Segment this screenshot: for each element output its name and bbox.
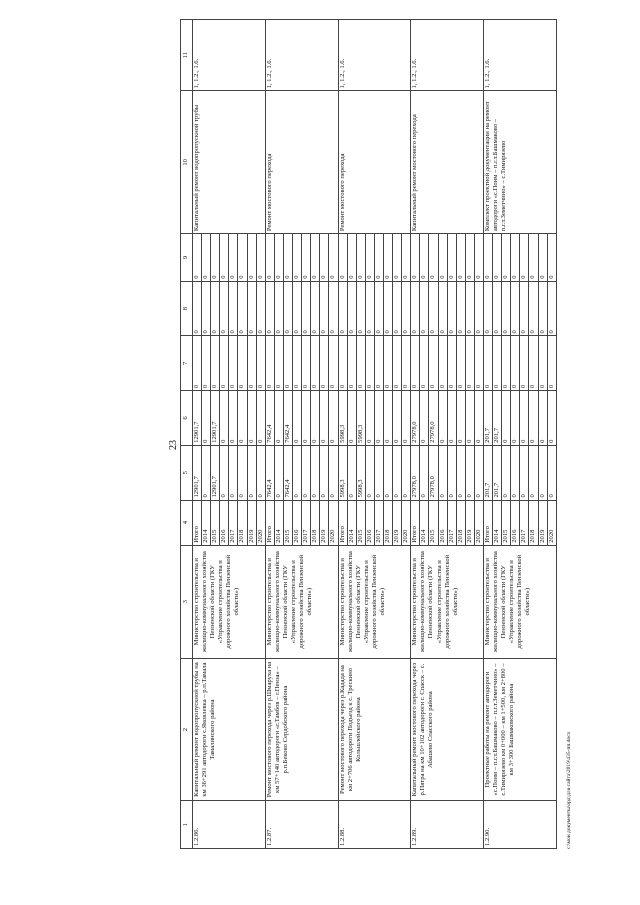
item-name: Ремонт мостового перехода через р.Кадада на км 2+706 автодороги Подъезд к с. Трескино Кольшлейского района <box>338 658 411 801</box>
value-cell: 0 <box>329 281 338 336</box>
header-cell: 6 <box>181 391 193 446</box>
indicator-ref: 1, 1.2., 1.6. <box>484 20 557 91</box>
value-cell: 0 <box>438 281 447 336</box>
value-cell: 0 <box>274 336 283 391</box>
value-cell: 0 <box>220 391 229 446</box>
value-cell: 0 <box>365 391 374 446</box>
year-cell: 2014 <box>347 500 356 545</box>
value-cell: 0 <box>393 234 402 282</box>
value-cell: 7642,4 <box>265 391 274 446</box>
value-cell: 0 <box>338 234 347 282</box>
value-cell: 0 <box>374 391 383 446</box>
value-cell: 0 <box>320 391 329 446</box>
year-cell: Итого <box>265 500 274 545</box>
value-cell: 0 <box>302 234 311 282</box>
item-number: 1.2.89. <box>411 801 484 849</box>
year-cell: 2018 <box>456 500 465 545</box>
header-cell: 7 <box>181 336 193 391</box>
value-cell: 0 <box>547 281 556 336</box>
value-cell: 0 <box>465 445 474 500</box>
value-cell: 0 <box>383 391 392 446</box>
value-cell: 5998,3 <box>338 445 347 500</box>
value-cell: 0 <box>311 336 320 391</box>
value-cell: 0 <box>529 391 538 446</box>
table-row <box>265 20 274 849</box>
value-cell: 7642,4 <box>283 391 292 446</box>
year-cell: 2018 <box>311 500 320 545</box>
value-cell: 0 <box>393 336 402 391</box>
table-row <box>193 20 202 849</box>
value-cell: 0 <box>383 445 392 500</box>
value-cell: 0 <box>484 281 493 336</box>
value-cell: 5998,3 <box>356 391 365 446</box>
value-cell: 0 <box>429 336 438 391</box>
value-cell: 7642,4 <box>265 445 274 500</box>
indicator-ref: 1, 1.2., 1.6. <box>411 20 484 91</box>
value-cell: 0 <box>338 281 347 336</box>
value-cell: 0 <box>465 234 474 282</box>
value-cell: 0 <box>447 281 456 336</box>
value-cell: 0 <box>283 336 292 391</box>
value-cell: 0 <box>484 336 493 391</box>
value-cell: 0 <box>529 234 538 282</box>
item-name: Капитальный ремонт мостового перехода через р.Пятра на км 10+102 автодороги г. Спасск – с. Абашево Спасского района <box>411 658 484 801</box>
value-cell: 0 <box>365 281 374 336</box>
value-cell: 0 <box>347 445 356 500</box>
value-cell: 0 <box>402 281 411 336</box>
value-cell: 0 <box>402 445 411 500</box>
value-cell: 0 <box>365 336 374 391</box>
value-cell: 0 <box>383 234 392 282</box>
value-cell: 0 <box>502 391 511 446</box>
value-cell: 0 <box>274 391 283 446</box>
value-cell: 0 <box>274 234 283 282</box>
year-cell: 2014 <box>202 500 211 545</box>
value-cell: 0 <box>220 445 229 500</box>
value-cell: 0 <box>493 234 502 282</box>
value-cell: 0 <box>311 281 320 336</box>
year-cell: Итого <box>484 500 493 545</box>
executor: Министерство строительства и жилищно-коммунального хозяйства Пензенской области (ГКУ «Управление строительства и дорожного хозяйства Пензенской области») <box>338 545 411 658</box>
value-cell: 0 <box>393 445 402 500</box>
value-cell: 0 <box>538 391 547 446</box>
value-cell: 27978,0 <box>411 391 420 446</box>
value-cell: 0 <box>302 445 311 500</box>
value-cell: 0 <box>211 234 220 282</box>
value-cell: 0 <box>193 234 202 282</box>
value-cell: 0 <box>402 336 411 391</box>
value-cell: 0 <box>347 281 356 336</box>
year-cell: Итого <box>338 500 347 545</box>
header-row <box>181 20 193 849</box>
value-cell: 0 <box>311 234 320 282</box>
value-cell: 0 <box>220 234 229 282</box>
value-cell: 201,7 <box>484 445 493 500</box>
header-cell: 3 <box>181 545 193 658</box>
value-cell: 5998,3 <box>356 445 365 500</box>
value-cell: 0 <box>229 445 238 500</box>
value-cell: 0 <box>502 234 511 282</box>
item-name: Капитальный ремонт водопропускной трубы на км 36+291 автодороги с.Яковлевка – р.п.Тамала Тамалинского района <box>193 658 266 801</box>
value-cell: 0 <box>320 445 329 500</box>
value-cell: 0 <box>374 336 383 391</box>
value-cell: 0 <box>247 281 256 336</box>
value-cell: 0 <box>420 336 429 391</box>
item-number: 1.2.87. <box>265 801 338 849</box>
item-number: 1.2.88. <box>338 801 411 849</box>
value-cell: 0 <box>256 391 265 446</box>
header-cell: 9 <box>181 234 193 282</box>
year-cell: 2017 <box>447 500 456 545</box>
result-description: Комплект проектной документации на ремонт автодороги «с.Поим – п.г.т.Башмаково – п.г.т.Земетчино» – с.Тимирязево <box>484 91 557 234</box>
value-cell: 0 <box>429 281 438 336</box>
value-cell: 0 <box>311 391 320 446</box>
result-description: Капитальный ремонт мостового перехода <box>411 91 484 234</box>
value-cell: 0 <box>274 281 283 336</box>
header-cell: 4 <box>181 500 193 545</box>
table-row <box>411 20 420 849</box>
result-description: Ремонт мостового перехода <box>265 91 338 234</box>
value-cell: 0 <box>520 234 529 282</box>
value-cell: 0 <box>265 234 274 282</box>
value-cell: 0 <box>202 281 211 336</box>
year-cell: 2014 <box>420 500 429 545</box>
value-cell: 0 <box>238 445 247 500</box>
value-cell: 0 <box>474 234 483 282</box>
value-cell: 0 <box>320 234 329 282</box>
value-cell: 7642,4 <box>283 445 292 500</box>
year-cell: Итого <box>411 500 420 545</box>
value-cell: 0 <box>365 234 374 282</box>
value-cell: 0 <box>283 234 292 282</box>
value-cell: 0 <box>220 336 229 391</box>
value-cell: 0 <box>393 391 402 446</box>
value-cell: 0 <box>402 391 411 446</box>
executor: Министерство строительства и жилищно-коммунального хозяйства Пензенской области (ГКУ «Управление строительства и дорожного хозяйства Пензенской области») <box>265 545 338 658</box>
value-cell: 0 <box>265 336 274 391</box>
value-cell: 0 <box>438 336 447 391</box>
value-cell: 0 <box>438 391 447 446</box>
value-cell: 0 <box>229 234 238 282</box>
value-cell: 0 <box>302 336 311 391</box>
year-cell: 2020 <box>474 500 483 545</box>
value-cell: 0 <box>520 281 529 336</box>
year-cell: 2015 <box>283 500 292 545</box>
value-cell: 0 <box>538 234 547 282</box>
year-cell: 2018 <box>238 500 247 545</box>
year-cell: 2014 <box>493 500 502 545</box>
value-cell: 0 <box>247 391 256 446</box>
value-cell: 0 <box>465 336 474 391</box>
value-cell: 0 <box>274 445 283 500</box>
value-cell: 0 <box>438 234 447 282</box>
value-cell: 0 <box>493 281 502 336</box>
value-cell: 0 <box>202 336 211 391</box>
value-cell: 0 <box>502 445 511 500</box>
value-cell: 0 <box>511 281 520 336</box>
value-cell: 0 <box>256 234 265 282</box>
value-cell: 0 <box>511 234 520 282</box>
value-cell: 0 <box>520 336 529 391</box>
table-row <box>338 20 347 849</box>
value-cell: 0 <box>547 234 556 282</box>
value-cell: 0 <box>511 336 520 391</box>
value-cell: 0 <box>329 336 338 391</box>
value-cell: 0 <box>420 445 429 500</box>
header-cell: 2 <box>181 658 193 801</box>
value-cell: 0 <box>202 234 211 282</box>
item-number: 1.2.86. <box>193 801 266 849</box>
year-cell: 2020 <box>547 500 556 545</box>
value-cell: 0 <box>447 234 456 282</box>
year-cell: 2014 <box>274 500 283 545</box>
value-cell: 0 <box>538 281 547 336</box>
year-cell: 2015 <box>211 500 220 545</box>
value-cell: 0 <box>529 281 538 336</box>
value-cell: 0 <box>520 391 529 446</box>
value-cell: 0 <box>238 391 247 446</box>
value-cell: 0 <box>493 336 502 391</box>
value-cell: 0 <box>283 281 292 336</box>
value-cell: 0 <box>193 281 202 336</box>
result-description: Капитальный ремонт водопропускной трубы <box>193 91 266 234</box>
value-cell: 0 <box>374 445 383 500</box>
value-cell: 5998,3 <box>338 391 347 446</box>
value-cell: 0 <box>256 281 265 336</box>
value-cell: 0 <box>193 336 202 391</box>
value-cell: 0 <box>484 234 493 282</box>
value-cell: 12901,7 <box>211 445 220 500</box>
value-cell: 0 <box>229 281 238 336</box>
header-cell: 11 <box>181 20 193 91</box>
result-description: Ремонт мостового перехода <box>338 91 411 234</box>
year-cell: 2018 <box>529 500 538 545</box>
value-cell: 0 <box>547 336 556 391</box>
year-cell: 2015 <box>502 500 511 545</box>
value-cell: 0 <box>238 281 247 336</box>
value-cell: 0 <box>293 281 302 336</box>
value-cell: 0 <box>265 281 274 336</box>
year-cell: 2017 <box>374 500 383 545</box>
year-cell: 2020 <box>256 500 265 545</box>
value-cell: 0 <box>256 445 265 500</box>
value-cell: 0 <box>420 281 429 336</box>
value-cell: 0 <box>474 445 483 500</box>
header-cell: 8 <box>181 281 193 336</box>
value-cell: 0 <box>293 445 302 500</box>
value-cell: 0 <box>447 391 456 446</box>
value-cell: 0 <box>365 445 374 500</box>
year-cell: Итого <box>193 500 202 545</box>
value-cell: 0 <box>320 281 329 336</box>
value-cell: 0 <box>238 336 247 391</box>
value-cell: 0 <box>302 281 311 336</box>
year-cell: 2019 <box>320 500 329 545</box>
value-cell: 0 <box>411 281 420 336</box>
value-cell: 201,7 <box>493 445 502 500</box>
value-cell: 0 <box>456 234 465 282</box>
indicator-ref: 1, 1.2., 1.6. <box>338 20 411 91</box>
year-cell: 2019 <box>465 500 474 545</box>
footer-path: c:\мои документы\орд\для сайта\2019\435-пп.docx <box>566 731 572 849</box>
value-cell: 0 <box>511 391 520 446</box>
value-cell: 0 <box>411 336 420 391</box>
value-cell: 0 <box>220 281 229 336</box>
value-cell: 0 <box>474 391 483 446</box>
value-cell: 0 <box>247 445 256 500</box>
year-cell: 2020 <box>402 500 411 545</box>
year-cell: 2019 <box>393 500 402 545</box>
value-cell: 0 <box>238 234 247 282</box>
year-cell: 2019 <box>538 500 547 545</box>
value-cell: 0 <box>520 445 529 500</box>
year-cell: 2017 <box>229 500 238 545</box>
year-cell: 2019 <box>247 500 256 545</box>
value-cell: 0 <box>547 445 556 500</box>
value-cell: 0 <box>338 336 347 391</box>
value-cell: 0 <box>347 234 356 282</box>
value-cell: 27978,0 <box>429 445 438 500</box>
value-cell: 0 <box>538 445 547 500</box>
item-name: Проектные работы на ремонт автодороги «с.Поим – п.г.т.Башмаково – п.г.т.Земетчино» – с.Тимирязево км 0+000 – км 1+500, км 2+800 – км 3+300 Башмаковского района <box>484 658 557 801</box>
page-number: 23 <box>168 440 179 450</box>
value-cell: 0 <box>538 336 547 391</box>
value-cell: 0 <box>229 391 238 446</box>
value-cell: 0 <box>438 445 447 500</box>
value-cell: 201,7 <box>493 391 502 446</box>
executor: Министерство строительства и жилищно-коммунального хозяйства Пензенской области (ГКУ «Управление строительства и дорожного хозяйства Пензенской области») <box>484 545 557 658</box>
value-cell: 0 <box>311 445 320 500</box>
year-cell: 2016 <box>220 500 229 545</box>
value-cell: 0 <box>456 391 465 446</box>
table-body <box>193 20 557 849</box>
value-cell: 0 <box>547 391 556 446</box>
value-cell: 201,7 <box>484 391 493 446</box>
value-cell: 0 <box>529 445 538 500</box>
value-cell: 0 <box>447 445 456 500</box>
value-cell: 0 <box>320 336 329 391</box>
value-cell: 0 <box>529 336 538 391</box>
value-cell: 0 <box>429 234 438 282</box>
value-cell: 0 <box>420 391 429 446</box>
value-cell: 0 <box>374 234 383 282</box>
year-cell: 2016 <box>365 500 374 545</box>
value-cell: 0 <box>456 445 465 500</box>
year-cell: 2017 <box>520 500 529 545</box>
value-cell: 0 <box>393 281 402 336</box>
value-cell: 0 <box>293 336 302 391</box>
value-cell: 0 <box>374 281 383 336</box>
indicator-ref: 1, 1.2., 1.6. <box>265 20 338 91</box>
value-cell: 0 <box>402 234 411 282</box>
value-cell: 0 <box>247 234 256 282</box>
executor: Министерство строительства и жилищно-коммунального хозяйства Пензенской области (ГКУ «Управление строительства и дорожного хозяйства Пензенской области») <box>411 545 484 658</box>
value-cell: 12901,7 <box>211 391 220 446</box>
value-cell: 0 <box>383 281 392 336</box>
table-row <box>484 20 493 849</box>
header-cell: 5 <box>181 445 193 500</box>
value-cell: 12901,7 <box>193 445 202 500</box>
value-cell: 0 <box>329 391 338 446</box>
value-cell: 0 <box>293 234 302 282</box>
value-cell: 0 <box>465 281 474 336</box>
header-cell: 1 <box>181 801 193 849</box>
year-cell: 2018 <box>383 500 392 545</box>
value-cell: 0 <box>293 391 302 446</box>
value-cell: 0 <box>502 281 511 336</box>
value-cell: 12901,7 <box>193 391 202 446</box>
value-cell: 0 <box>511 445 520 500</box>
value-cell: 0 <box>456 281 465 336</box>
year-cell: 2020 <box>329 500 338 545</box>
value-cell: 0 <box>247 336 256 391</box>
program-table <box>180 19 557 849</box>
value-cell: 0 <box>356 234 365 282</box>
value-cell: 0 <box>256 336 265 391</box>
item-number: 1.2.90. <box>484 801 557 849</box>
year-cell: 2016 <box>438 500 447 545</box>
value-cell: 0 <box>302 391 311 446</box>
year-cell: 2016 <box>293 500 302 545</box>
value-cell: 27978,0 <box>411 445 420 500</box>
indicator-ref: 1, 1.2., 1.6. <box>193 20 266 91</box>
value-cell: 0 <box>229 336 238 391</box>
value-cell: 0 <box>474 281 483 336</box>
value-cell: 0 <box>465 391 474 446</box>
value-cell: 0 <box>502 336 511 391</box>
value-cell: 0 <box>347 391 356 446</box>
value-cell: 0 <box>329 445 338 500</box>
value-cell: 0 <box>347 336 356 391</box>
value-cell: 0 <box>211 281 220 336</box>
header-cell: 10 <box>181 91 193 234</box>
value-cell: 0 <box>447 336 456 391</box>
value-cell: 27978,0 <box>429 391 438 446</box>
year-cell: 2015 <box>429 500 438 545</box>
item-name: Ремонт мостового перехода через р.Шмаруха на км 57+140 автодороги «г.Тамбов – г.Пенза» – р.п.Беково Сердобского района <box>265 658 338 801</box>
value-cell: 0 <box>474 336 483 391</box>
value-cell: 0 <box>329 234 338 282</box>
year-cell: 2015 <box>356 500 365 545</box>
value-cell: 0 <box>202 445 211 500</box>
value-cell: 0 <box>411 234 420 282</box>
value-cell: 0 <box>456 336 465 391</box>
value-cell: 0 <box>211 336 220 391</box>
value-cell: 0 <box>356 336 365 391</box>
value-cell: 0 <box>202 391 211 446</box>
value-cell: 0 <box>383 336 392 391</box>
value-cell: 0 <box>420 234 429 282</box>
executor: Министерство строительства и жилищно-коммунального хозяйства Пензенской области (ГКУ «Управление строительства и дорожного хозяйства Пензенской области») <box>193 545 266 658</box>
year-cell: 2017 <box>302 500 311 545</box>
value-cell: 0 <box>356 281 365 336</box>
year-cell: 2016 <box>511 500 520 545</box>
